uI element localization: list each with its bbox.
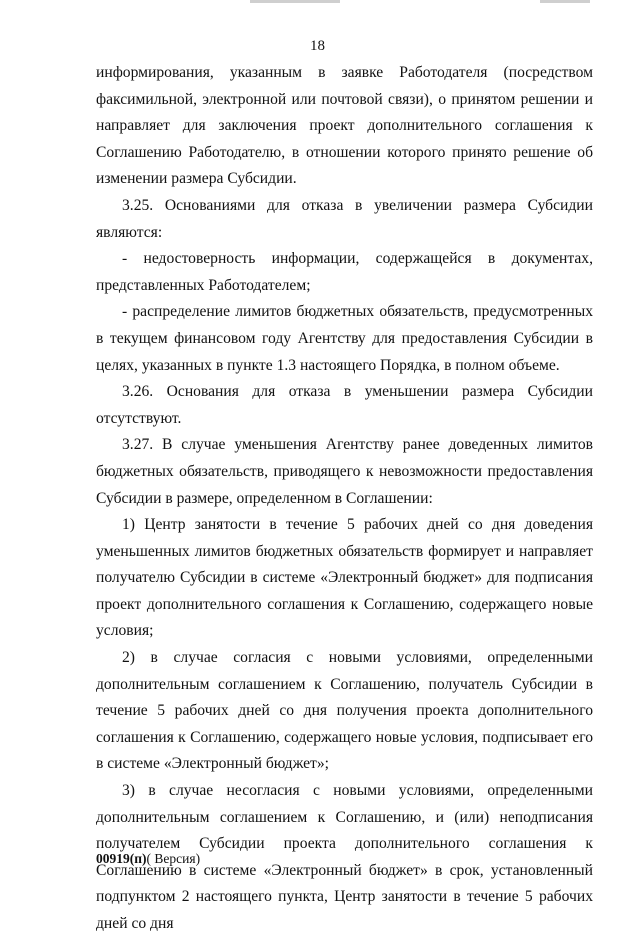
- scan-artifact: [540, 0, 590, 3]
- paragraph: 3.27. В случае уменьшения Агентству ранее доведенных лимитов бюджетных обязательств, приводящего к невозможности предоставления Субсидии в размере, определенном в Соглашении:: [96, 436, 593, 507]
- paragraph: 2) в случае согласия с новыми условиями, определенными дополнительным соглашением к Соглашению, получатель Субсидии в течение 5 рабочих дней со дня получения проекта дополнительного соглашения к Соглашению, содержащего новые условия, подписывает его в системе «Электронный бюджет»;: [96, 649, 593, 773]
- paragraph: - распределение лимитов бюджетных обязательств, предусмотренных в текущем финансовом году Агентству для предоставления Субсидии в целях, указанных в пункте 1.3 настоящего Порядка, в полном объеме.: [96, 303, 593, 374]
- paragraph: 1) Центр занятости в течение 5 рабочих дней со дня доведения уменьшенных лимитов бюджетных обязательств формирует и направляет получателю Субсидии в системе «Электронный бюджет» для подписания проект дополнительного соглашения к Соглашению, содержащего новые условия;: [96, 516, 593, 640]
- document-code: 00919(п): [96, 851, 147, 866]
- version-label: ( Версия): [146, 851, 201, 866]
- footer: [96, 851, 200, 867]
- paragraph: - недостоверность информации, содержащейся в документах, представленных Работодателем;: [96, 250, 593, 294]
- page-number: 18: [310, 38, 325, 54]
- paragraph: 3.25. Основаниями для отказа в увеличении размера Субсидии являются:: [96, 196, 593, 241]
- paragraph: 3.26. Основания для отказа в уменьшении размера Субсидии отсутствуют.: [96, 383, 593, 427]
- paragraph: информирования, указанным в заявке Работодателя (посредством факсимильной, электронной или почтовой связи), о принятом решении и направляет для заключения проект дополнительного соглашения к Соглашению Работодателю, в отношении которого принято решение об изменении размера Субсидии.: [96, 64, 593, 188]
- paragraph: 3) в случае несогласия с новыми условиями, определенными дополнительным соглашением к Соглашению, и (или) неподписания получателем Субсидии проекта дополнительного соглашения к Соглашению в системе «Электронный бюджет» в срок, установленный подпунктом 2 настоящего пункта, Центр занятости в течение 5 рабочих дней со дня: [96, 782, 593, 932]
- document-body: [96, 60, 593, 938]
- scan-artifact: [250, 0, 340, 3]
